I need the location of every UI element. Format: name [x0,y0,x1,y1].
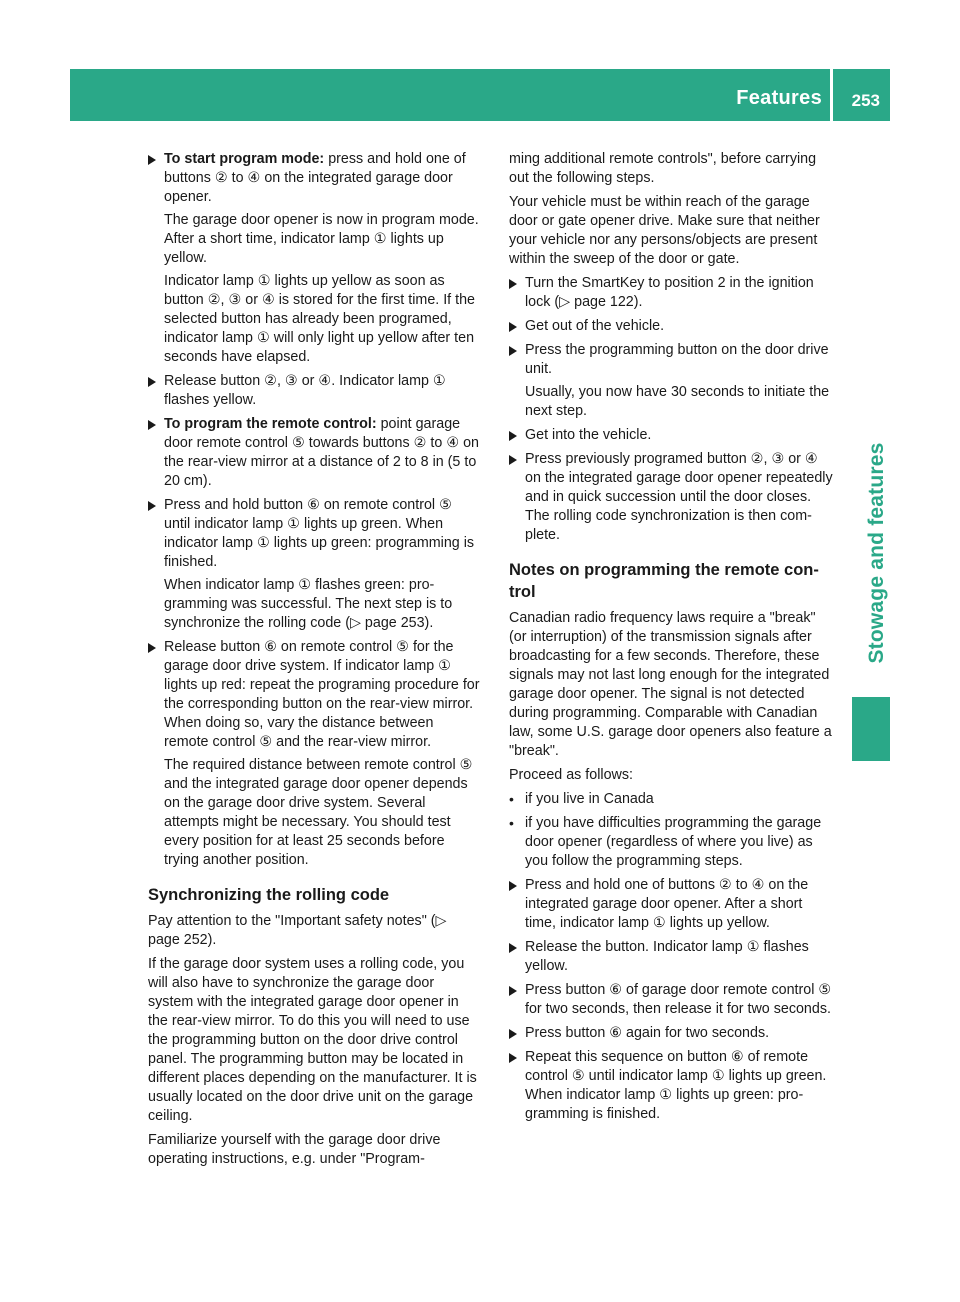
body-paragraph: If the garage door system uses a rolling code, you will also have to synchronize the garage door system with the integrated garage door opener in the rear-view mirror. To do this you will need to use the programming button on the door drive control panel. The programming button may be located in different places depending on the manufacturer. It is usually located on the door drive unit on the garage ceiling. [148,956,477,1124]
chapter-tab-label: Stowage and features [865,442,888,664]
step-text: The required distance between remote control ⑤ and the integrated garage door opener depends on the garage door drive system. Several attempts might be necessary. You should test every position for at least 25 seconds before trying another position. [164,757,473,868]
step-text: Release the button. Indicator lamp ① flashes yellow. [525,939,809,974]
body-paragraph: Proceed as follows: [509,767,633,783]
step-text: When indicator lamp ① flashes green: programming was successful. The next step is to synchronize the rolling code (▷ page 253). [164,577,453,631]
right-column [509,150,834,1129]
instruction-step [148,638,480,870]
instruction-step [148,150,480,367]
step-arrow-icon [509,943,517,953]
step-arrow-icon [148,501,156,511]
bullet-icon: • [509,791,514,807]
bullet-item [509,790,834,809]
step-arrow-icon [509,346,517,356]
step-text: Press the programming button on the door drive unit. [525,342,829,377]
body-paragraph: Canadian radio frequency laws require a "break" (or interruption) of the transmission signals after broadcasting for a few seconds. Therefore, these signals may not last long enough for the integrated garage door opener. The signal is not detected during programming. Comparable with Canadian law, some U.S. garage door openers also feature a "break". [509,610,832,759]
bullet-text: if you live in Canada [525,791,654,807]
step-lead: To start program mode: [164,151,325,167]
chapter-marker [852,697,890,761]
step-text: press and hold one of buttons ② to ④ on the integrated garage door opener. [164,151,466,205]
step-text: point garage door remote control ⑤ towards buttons ② to ④ on the rear-view mirror at a distance of 2 to 8 in (5 to 20 cm). [164,416,480,489]
step-text: Indicator lamp ① lights up yellow as soon as button ②, ③ or ④ is stored for the first time. If the selected button has already been programed, indicator lamp ① will only light up yellow after ten seconds have elapsed. [164,273,475,365]
section-heading: Notes on programming the remote control [509,561,819,601]
instruction-step [509,274,834,312]
step-text: Press button ⑥ of garage door remote control ⑤ for two seconds, then release it for two seconds. [525,982,832,1017]
step-lead: To program the remote control: [164,416,377,432]
step-text: Repeat this sequence on button ⑥ of remote control ⑤ until indicator lamp ① lights up green. When indicator lamp ① lights up green: programming is finished. [525,1049,827,1122]
instruction-step [509,450,834,545]
step-arrow-icon [509,455,517,465]
step-text: Get into the vehicle. [525,427,652,443]
instruction-step [509,1024,834,1043]
header-divider [830,69,833,121]
instruction-step [509,317,834,336]
step-text [525,341,834,421]
bullet-text: if you have difficulties programming the garage door opener (regardless of where you live) as you follow the programming steps. [525,815,822,869]
body-paragraph: ming additional remote controls", before carrying out the following steps. [509,151,817,186]
header-bar [70,69,890,121]
bullet-icon: • [509,815,514,831]
step-arrow-icon [509,322,517,332]
instruction-step [509,426,834,445]
instruction-step [509,938,834,976]
step-text: Release button ⑥ on remote control ⑤ for the garage door drive system. If indicator lamp ① lights up red: repeat the programing procedure for the corresponding button on the rear-view mirror. When doing so, vary the distance between remote control ⑤ and the rear-view mirror. [164,639,480,750]
instruction-step [509,341,834,421]
step-text: Press and hold one of buttons ② to ④ on the integrated garage door opener. After a short time, indicator lamp ① lights up yellow. [525,877,809,931]
body-paragraph: Your vehicle must be within reach of the garage door or gate opener drive. Make sure that neither your vehicle nor any persons/objects are present within the sweep of the door or gate. [509,194,820,267]
body-paragraph: Pay attention to the "Important safety notes" (▷ page 252). [148,913,447,948]
instruction-step [509,981,834,1019]
section-heading: Synchronizing the rolling code [148,886,390,904]
step-text: Turn the SmartKey to position 2 in the ignition lock (▷ page 122). [525,275,814,310]
step-text: Get out of the vehicle. [525,318,665,334]
step-text: Press previously programed button ②, ③ or ④ on the integrated garage door opener repeatedly and in quick succession until the door closes. The rolling code synchronization is then complete. [525,451,833,543]
step-arrow-icon [509,881,517,891]
instruction-step [509,876,834,933]
step-arrow-icon [148,377,156,387]
step-text: Usually, you now have 30 seconds to initiate the next step. [525,384,830,419]
step-arrow-icon [509,986,517,996]
step-arrow-icon [148,155,156,165]
step-text: The garage door opener is now in program mode. After a short time, indicator lamp ① lights up yellow. [164,212,479,266]
step-arrow-icon [509,1053,517,1063]
step-arrow-icon [509,279,517,289]
step-arrow-icon [509,431,517,441]
instruction-step [148,496,480,633]
instruction-step [148,415,480,491]
page-number: 253 [851,91,880,110]
chapter-tab [864,438,890,668]
step-arrow-icon [148,420,156,430]
instruction-step [148,372,480,410]
step-text: Release button ②, ③ or ④. Indicator lamp ① flashes yellow. [164,373,446,408]
bullet-item [509,814,834,871]
body-paragraph: Familiarize yourself with the garage door drive operating instructions, e.g. under "Program- [148,1132,441,1167]
left-column [148,150,480,1174]
step-arrow-icon [509,1029,517,1039]
step-arrow-icon [148,643,156,653]
instruction-step [509,1048,834,1124]
section-title: Features [736,87,822,109]
step-text: Press button ⑥ again for two seconds. [525,1025,770,1041]
step-text: Press and hold button ⑥ on remote control ⑤ until indicator lamp ① lights up green. When indicator lamp ① lights up green: programming is finished. [164,497,475,570]
